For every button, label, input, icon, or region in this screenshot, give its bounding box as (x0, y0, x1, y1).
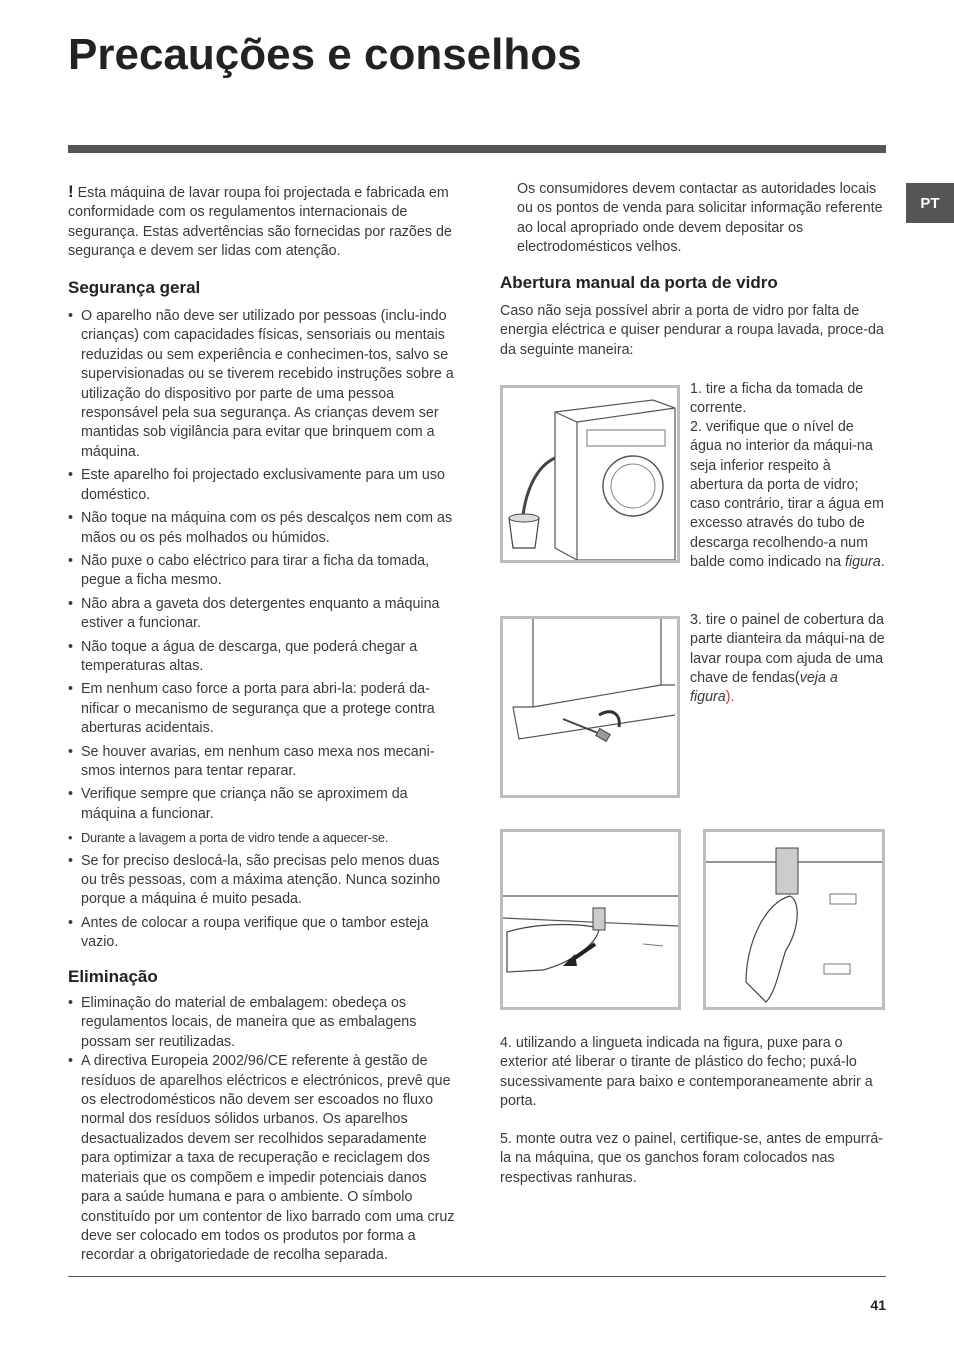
figure-remove-panel (500, 616, 680, 798)
figure-pull-tab (500, 829, 681, 1010)
step-4-text: 4. utilizando a lingueta indicada na figura, puxe para o exterior até liberar o tirante de plástico do fecho; puxá-lo sucessivamente para baixo e contemporaneamente abrir a porta. (500, 1035, 873, 1109)
list-item: • O aparelho não deve ser utilizado por pessoas (inclu-indo crianças) com capacidades físicas, sensoriais ou mentais reduzidas ou sem experiência e conhecimen-tos, salvo se supervisionadas ou se tiverem recebido instruções sobre a utilização do dispositivo por parte de uma pessoa responsável pela sua segurança. As crianças devem ser mantidas sob vigilância para evitar que brinquem com a máquina. (68, 307, 458, 462)
pull-tab-illustration (503, 832, 678, 1007)
page-number: 41 (870, 1297, 886, 1313)
list-item: • Eliminação do material de embalagem: obedeça os regulamentos locais, de maneira que as embalagens possam ser reutilizadas. (68, 994, 458, 1052)
figure-pull-tab-detail (703, 829, 885, 1010)
disposal-list (68, 994, 458, 1266)
list-item: • Se for preciso deslocá-la, são precisas pelo menos duas ou três pessoas, com a máxima atenção. Nunca sozinho porque a máquina é muito pesada. (68, 852, 458, 910)
list-item: • Não toque a água de descarga, que poderá chegar a temperaturas altas. (68, 638, 458, 677)
list-item: • Se houver avarias, em nenhum caso mexa nos mecani-smos internos para tentar reparar. (68, 743, 458, 782)
step-3-text (690, 611, 886, 707)
door-opening-heading: Abertura manual da porta de vidro (500, 273, 778, 292)
safety-heading: Segurança geral (68, 277, 201, 297)
footer-rule (68, 1276, 886, 1277)
left-column (68, 182, 458, 1270)
disposal-heading: Eliminação (68, 966, 158, 986)
list-item: • Durante a lavagem a porta de vidro tende a aquecer-se. (68, 828, 458, 847)
language-tab: PT (906, 183, 954, 223)
safety-list (68, 307, 458, 953)
title-rule (68, 145, 886, 153)
step-2-text (690, 418, 886, 572)
page-title: Precauções e conselhos (68, 30, 582, 79)
list-item: • Este aparelho foi projectado exclusivamente para um uso doméstico. (68, 466, 458, 505)
washing-machine-illustration (503, 388, 677, 560)
list-item: • Não abra a gaveta dos detergentes enquanto a máquina estiver a funcionar. (68, 595, 458, 634)
panel-screwdriver-illustration (503, 619, 677, 795)
step-3-body: 3. tire o painel de cobertura da parte dianteira da máqui-na de lavar roupa com ajuda de uma chave de fendas( (690, 612, 885, 686)
step-3-end: ). (725, 689, 735, 706)
list-item: • Verifique sempre que criança não se aproximem da máquina a funcionar. (68, 785, 458, 824)
list-item: • Em nenhum caso force a porta para abri-la: poderá da-nificar o mecanismo de segurança que a protege contra aberturas acidentais. (68, 680, 458, 738)
door-opening-intro: Caso não seja possível abrir a porta de vidro por falta de energia eléctrica e quiser pendurar a roupa lavada, proce-da da seguinte maneira: (500, 303, 884, 358)
figure-drain-bucket (500, 385, 680, 563)
list-item: • A directiva Europeia 2002/96/CE referente à gestão de resíduos de aparelhos eléctricos e electrónicos, prevê que os electrodomésticos não devem ser escoados no fluxo normal dos resíduos sólidos urbanos. Os aparelhos desactualizados devem ser recolhidos separadamente para optimizar a taxa de recuperação e reciclagem dos materiais que os compõem e impedir potenciais danos para a saúde humana e para o ambiente. O símbolo constituído por um contentor de lixo barrado com uma cruz deve ser colocado em todos os produtos por forma a recordar a obrigatoriedade de recolha separada. (68, 1052, 458, 1265)
warning-icon: ! (68, 182, 74, 201)
step-1-text: 1. tire a ficha da tomada de corrente. (690, 381, 864, 417)
step-3-figure-ref: veja a figura (690, 669, 838, 706)
intro-paragraph (68, 182, 458, 262)
step-2-body: 2. verifique que o nível de água no interior da máqui-na seja inferior respeito à abertura da porta de vidro; caso contrário, tirar a água em excesso através do tubo de descarga recolhendo-a num balde como indicado na (690, 419, 884, 571)
step-2-figure-ref: figura (845, 554, 881, 571)
intro-text: Esta máquina de lavar roupa foi projectada e fabricada em conformidade com os regulamentos internacionais de segurança. Estas advertências são fornecidas por razões de segurança e devem ser lidas com atenção. (68, 185, 452, 260)
list-item: • Não toque na máquina com os pés descalços nem com as mãos ou os pés molhados ou húmidos. (68, 509, 458, 548)
step-2-end: . (880, 554, 885, 571)
step-5-text: 5. monte outra vez o painel, certifique-se, antes de empurrá-la na máquina, que os ganchos foram colocados nas respectivas ranhuras. (500, 1131, 884, 1186)
pull-tab-detail-illustration (706, 832, 882, 1007)
consumers-paragraph: Os consumidores devem contactar as autoridades locais ou os pontos de venda para solicitar informação referente ao local apropriado onde devem depositar os electrodomésticos velhos. (517, 181, 883, 255)
list-item: • Não puxe o cabo eléctrico para tirar a ficha da tomada, pegue a ficha mesmo. (68, 552, 458, 591)
list-item: • Antes de colocar a roupa verifique que o tambor esteja vazio. (68, 914, 458, 953)
